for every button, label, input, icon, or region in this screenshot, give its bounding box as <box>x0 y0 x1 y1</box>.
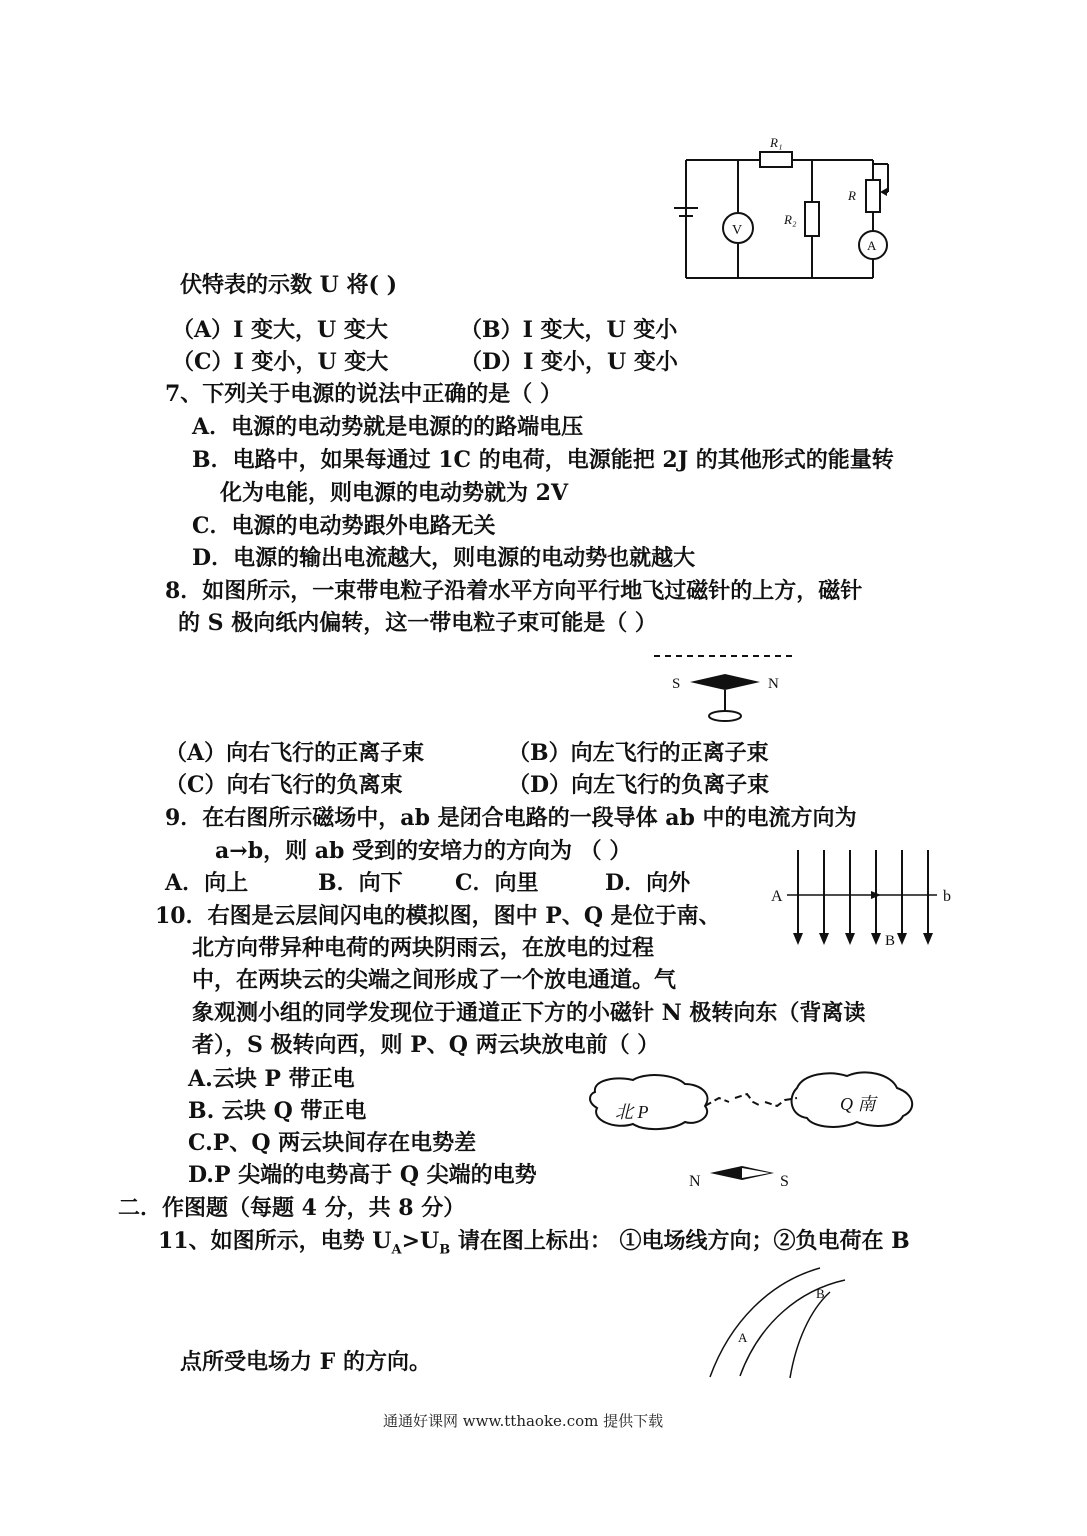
q11-line2: 点所受电场力 F 的方向。 <box>180 1349 431 1375</box>
q7-option-b-line2: 化为电能，则电源的电动势就为 2V <box>220 480 569 506</box>
conductor-end-b-label: b <box>943 888 951 905</box>
q7-option-d: D．电源的输出电流越大，则电源的电动势也就越大 <box>192 545 696 571</box>
subscript-a: A <box>391 1242 402 1258</box>
lightning-clouds-figure <box>585 1062 925 1192</box>
q7-option-c: C．电源的电动势跟外电路无关 <box>192 513 496 539</box>
field-b-label: B <box>885 933 896 949</box>
q10-line1: 10．右图是云层间闪电的模拟图，图中 P、Q 是位于南、 <box>155 903 721 929</box>
q7-option-b-line1: B．电路中，如果每通过 1C 的电荷，电源能把 2J 的其他形式的能量转 <box>192 447 894 473</box>
q7-option-a: A．电源的电动势就是电源的的路端电压 <box>192 414 584 440</box>
magnetic-field-figure <box>765 845 965 955</box>
q10-option-b: B. 云块 Q 带正电 <box>188 1098 367 1124</box>
page-footer: 通通好课网 www.tthaoke.com 提供下载 <box>383 1412 664 1430</box>
label-r2: R₂ <box>784 212 797 227</box>
voltmeter-label: V <box>732 223 743 238</box>
q6-option-a: （A）I 变大，U 变大 <box>172 317 388 343</box>
label-r: R <box>848 188 856 203</box>
cloud-q-label: Q 南 <box>840 1094 876 1114</box>
electric-field-lines-figure <box>700 1262 860 1382</box>
q7-stem: 7、下列关于电源的说法中正确的是（ ） <box>165 381 562 407</box>
ammeter-label: A <box>867 238 877 253</box>
q11-line1-rest: 请在图上标出： ①电场线方向；②负电荷在 B <box>450 1228 910 1254</box>
q10-option-c: C.P、Q 两云块间存在电势差 <box>188 1130 477 1156</box>
q9-option-b: B．向下 <box>318 870 403 896</box>
q10-line4: 象观测小组的同学发现位于通道正下方的小磁针 N 极转向东（背离读 <box>192 1000 866 1026</box>
q9-option-d: D．向外 <box>605 870 691 896</box>
subscript-b: B <box>439 1242 451 1258</box>
q6-option-d: （D）I 变小，U 变小 <box>460 349 678 375</box>
label-r1: R₁ <box>770 135 783 150</box>
section-2-title: 二．作图题（每题 4 分，共 8 分） <box>118 1195 466 1221</box>
needle-s-label: S <box>672 676 681 692</box>
conductor-end-a-label: A <box>771 888 783 905</box>
q9-stem-line1: 9．在右图所示磁场中，ab 是闭合电路的一段导体 ab 中的电流方向为 <box>165 805 857 831</box>
q8-stem-line2: 的 S 极向纸内偏转，这一带电粒子束可能是（ ） <box>178 610 657 636</box>
q8-option-c: （C）向右飞行的负离束 <box>165 772 403 798</box>
q8-option-b: （B）向左飞行的正离子束 <box>508 740 769 766</box>
cloud-p-label: 北 P <box>615 1102 649 1122</box>
q10-option-a: A.云块 P 带正电 <box>188 1066 355 1092</box>
q9-option-c: C．向里 <box>455 870 539 896</box>
q11-gt: >U <box>401 1228 440 1254</box>
q8-stem-line1: 8．如图所示，一束带电粒子沿着水平方向平行地飞过磁针的上方，磁针 <box>165 578 863 604</box>
small-needle-n-label: N <box>689 1173 701 1190</box>
q9-option-a: A．向上 <box>165 870 249 896</box>
q9-stem-line2: a→b，则 ab 受到的安培力的方向为 （ ） <box>215 838 632 864</box>
q10-line2: 北方向带异种电荷的两块阴雨云，在放电的过程 <box>192 935 655 961</box>
q8-option-a: （A）向右飞行的正离子束 <box>165 740 425 766</box>
needle-n-label: N <box>768 676 779 692</box>
compass-needle-figure <box>650 650 810 730</box>
small-needle-s-label: S <box>780 1173 789 1190</box>
q6-option-c: （C）I 变小，U 变大 <box>172 349 389 375</box>
q10-line5: 者），S 极转向西，则 P、Q 两云块放电前（ ） <box>192 1032 660 1058</box>
q8-option-d: （D）向左飞行的负离子束 <box>508 772 770 798</box>
q6-option-b: （B）I 变大，U 变小 <box>460 317 678 343</box>
circuit-diagram <box>660 130 910 290</box>
point-b-label: B <box>816 1286 825 1301</box>
q11-line1 <box>158 1226 910 1265</box>
q6-stem-tail: 伏特表的示数 U 将( ) <box>180 272 397 298</box>
q10-line3: 中，在两块云的尖端之间形成了一个放电通道。气 <box>192 967 677 993</box>
q10-option-d: D.P 尖端的电势高于 Q 尖端的电势 <box>188 1162 537 1188</box>
point-a-label: A <box>738 1330 748 1345</box>
q11-line1-start: 11、如图所示，电势 U <box>158 1228 392 1254</box>
